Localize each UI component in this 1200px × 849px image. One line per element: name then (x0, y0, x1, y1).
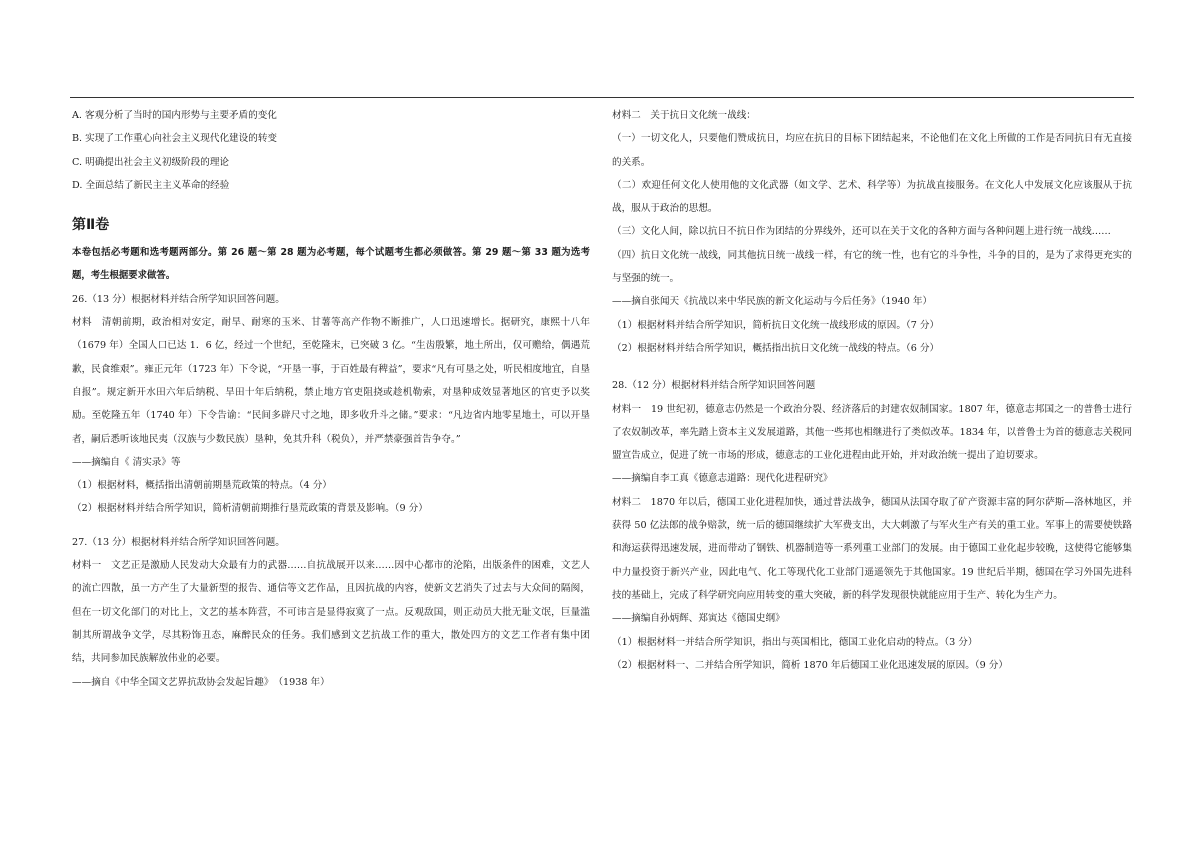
header-rule (70, 97, 1134, 98)
q28-stem: 28.（12 分）根据材料并结合所学知识回答问题 (612, 380, 816, 392)
right-column (612, 104, 1132, 677)
left-column (72, 104, 590, 694)
q26-source: ——摘编自《 清实录》等 (72, 456, 181, 468)
q26-sub1: （1）根据材料，概括指出清朝前期垦荒政策的特点。（4 分） (72, 480, 332, 492)
option-d: D. 全面总结了新民主主义革命的经验 (72, 179, 230, 191)
section-title: 第Ⅱ卷 (72, 217, 110, 234)
q28-sub1: （1）根据材料一并结合所学知识，指出与英国相比，德国工业化启动的特点。（3 分） (612, 636, 978, 648)
q28-material2: 材料二 1870 年以后，德国工业化进程加快，通过普法战争，德国从法国夺取了矿产资源丰富的阿尔萨斯—洛林地区，并获得 50 亿法郎的战争赔款，统一后的德国继续扩大军费支出，大大刺激了与军火生产有关的重工业。军事上的需要使铁路和海运获得迅速发展，进而带动了钢铁、机器制造等一系列重工业部门的发展。由于德国工业化起步较晚，这使得它能够集中力量投资于新兴产业，因此电气、化工等现代化工业部门遥遥领先于其他国家。19 世纪后半期，德国在学习外国先进科技的基础上，完成了科学研究向应用转变的重大突破，新的科学发现很快就能应用于生产、转化为生产力。 (612, 496, 1132, 601)
option-c: C. 明确提出社会主义初级阶段的理论 (72, 156, 230, 168)
q27-material1: 材料一 文艺正是激励人民发动大众最有力的武器……自抗战展开以来……因中心都市的沦陷，出版条件的困难，文艺人的流亡四散，虽一方产生了大量新型的报告、通信等文艺作品，且因抗战的内容，使新文艺消失了过去与大众间的隔阂，但在一切文化部门的对比上，文艺的基本阵营，不可讳言是显得寂寞了一点。反观敌国，则正动员大批无耻文氓，巨量滥制其所谓战争文学，尽其粉饰丑态，麻醉民众的任务。我们感到文艺抗战工作的重大，散处四方的文艺工作者有集中团结，共同参加民族解放伟业的必要。 (72, 560, 590, 665)
option-b: B. 实现了工作重心向社会主义现代化建设的转变 (72, 133, 278, 145)
q27-sub2: （2）根据材料并结合所学知识，概括指出抗日文化统一战线的特点。（6 分） (612, 342, 940, 354)
q28-source2: ——摘编自孙炳辉、郑寅达《德国史纲》 (612, 613, 785, 625)
section-instructions: 本卷包括必考题和选考题两部分。第 26 题～第 28 题为必考题，每个试题考生都必须做答。第 29 题～第 33 题为选考题，考生根据要求做答。 (72, 247, 590, 282)
q27-sub1: （1）根据材料并结合所学知识，简析抗日文化统一战线形成的原因。（7 分） (612, 319, 940, 331)
q27-stem: 27.（13 分）根据材料并结合所学知识回答问题。 (72, 536, 285, 548)
q28-material1: 材料一 19 世纪初，德意志仍然是一个政治分裂、经济落后的封建农奴制国家。1807 年，德意志邦国之一的普鲁士进行了农奴制改革，率先踏上资本主义发展道路，其他一些邦也相继进行了类似改革。1834 年，以普鲁士为首的德意志关税同盟宣告成立，促进了统一市场的形成，德意志的工业化进程由此开始，并对政治统一提出了迫切要求。 (612, 403, 1132, 462)
q28-sub2: （2）根据材料一、二并结合所学知识，简析 1870 年后德国工业化迅速发展的原因。（9 分） (612, 659, 1008, 671)
q26-sub2: （2）根据材料并结合所学知识，简析清朝前期推行垦荒政策的背景及影响。（9 分） (72, 503, 428, 515)
q27-point-2: （二）欢迎任何文化人使用他的文化武器（如文学、艺术、科学等）为抗战直接服务。在文化人中发展文化应该服从于抗战，服从于政治的思想。 (612, 179, 1132, 215)
q27-material2-title: 材料二 关于抗日文化统一战线： (612, 110, 756, 121)
q27-source1: ——摘自《中华全国文艺界抗敌协会发起旨趣》 （1938 年） (72, 676, 330, 688)
q28-source1: ——摘编自李工真《德意志道路：现代化进程研究》 (612, 473, 833, 485)
option-a: A. 客观分析了当时的国内形势与主要矛盾的变化 (72, 110, 277, 121)
q27-point-3: （三）文化人间，除以抗日不抗日作为团结的分界线外，还可以在关于文化的各种方面与各种问题上进行统一战线…… (612, 226, 1111, 238)
q26-material: 材料 清朝前期，政治相对安定，耐旱、耐寒的玉米、甘薯等高产作物不断推广，人口迅速增长。据研究，康熙十八年（1679 年）全国人口已达 1．6 亿，经过一个世纪，至乾隆末，已突破 3 亿。“生齿殷繁，地土所出，仅可赡给，偶遇荒歉，民食维艰”。雍正元年（1723 年）下令说，“开垦一事，于百姓最有稗益”，要求“凡有可垦之处，听民相度地宜，自垦自报”。规定新开水田六年后纳税、旱田十年后纳税，禁止地方官吏阻挠或趁机勒索，对垦种成效显著地区的官吏予以奖励。至乾隆五年（1740 年）下令告谕：“民间多辟尺寸之地，即多收升斗之储。”要求：“凡边省内地零星地土，可以开垦者，嗣后悉听该地民夷（汉族与少数民族）垦种，免其升科（税负），并严禁豪强首告争夺。” (72, 317, 590, 445)
q26-stem: 26.（13 分）根据材料并结合所学知识回答问题。 (72, 293, 285, 305)
q27-point-4: （四）抗日文化统一战线，同其他抗日统一战线一样，有它的统一性，也有它的斗争性，斗争的目的，是为了求得更充实的与坚强的统一。 (612, 249, 1132, 285)
q27-source2: ——摘自张闻天《抗战以来中华民族的新文化运动与今后任务》（1940 年） (612, 296, 933, 308)
q27-point-1: （一）一切文化人，只要他们赞成抗日，均应在抗日的目标下团结起来，不论他们在文化上所做的工作是否同抗日有无直接的关系。 (612, 133, 1132, 168)
